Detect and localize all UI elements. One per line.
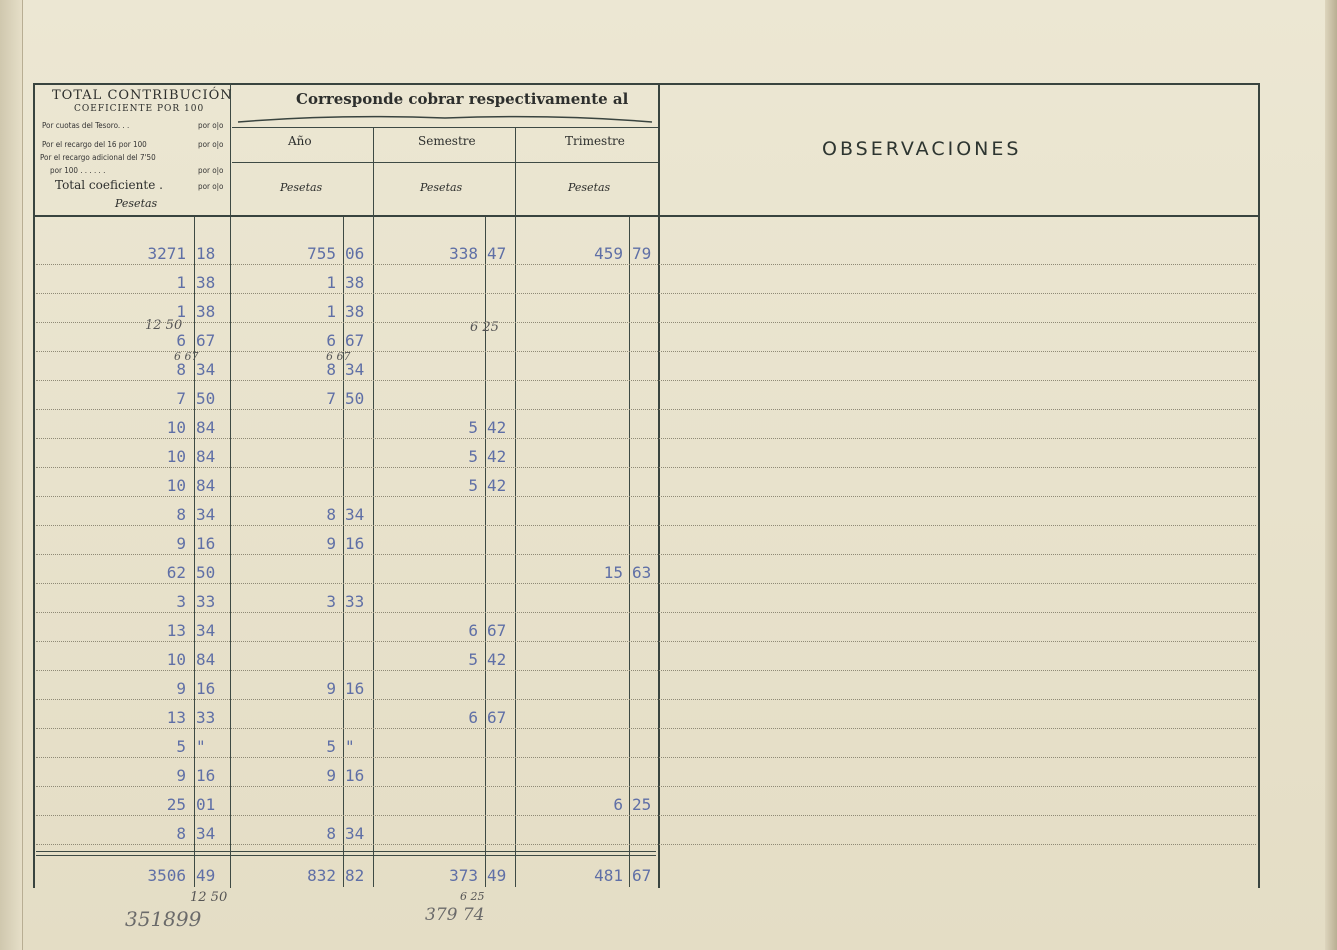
row-sem-cell: 5 — [468, 650, 478, 669]
header-bottom-border — [33, 215, 1260, 217]
row-total-cell: 8 — [176, 824, 186, 843]
handwritten-below-1: 12 50 — [190, 890, 228, 905]
row-sc-cell: 42 — [487, 650, 507, 669]
row-ano-cell: 1 — [326, 302, 336, 321]
row-rule — [36, 293, 1256, 294]
row-total-cell: 3 — [176, 592, 186, 611]
trimestre-label: Trimestre — [565, 134, 625, 148]
row-total-cell: 10 — [166, 476, 186, 495]
row-ano-cell: 9 — [326, 679, 336, 698]
row-rule — [36, 264, 1256, 265]
row-tc-cell: 34 — [196, 360, 216, 379]
row-tc-cell: 84 — [196, 418, 216, 437]
row-rule — [36, 757, 1256, 758]
col-sep-total — [230, 83, 231, 888]
table-top-border — [33, 83, 1260, 85]
row-rule — [36, 844, 1256, 845]
row-rule — [36, 496, 1256, 497]
row-sem-cell: 5 — [468, 418, 478, 437]
row-trc-cell: 79 — [632, 244, 652, 263]
row-total-cell: 10 — [166, 447, 186, 466]
total-contribucion-title: TOTAL CONTRIBUCIÓN — [52, 88, 233, 103]
row-trc-cell: 63 — [632, 563, 652, 582]
row-ac-cell: 50 — [345, 389, 365, 408]
pesetas-label-sem: Pesetas — [420, 181, 463, 194]
row-total-cell: 25 — [166, 795, 186, 814]
row-tc-cell: 16 — [196, 766, 216, 785]
total-sum-cents: 49 — [196, 866, 216, 885]
row-total-cell: 8 — [176, 360, 186, 379]
row-total-cell: 9 — [176, 766, 186, 785]
row-tc-cell: " — [196, 737, 206, 756]
row-total-cell: 6 — [176, 331, 186, 350]
row-total-cell: 5 — [176, 737, 186, 756]
row-tri-cell: 459 — [594, 244, 623, 263]
row-ac-cell: " — [345, 737, 355, 756]
row-rule — [36, 786, 1256, 787]
row-ano-cell: 9 — [326, 766, 336, 785]
row-ac-cell: 38 — [345, 273, 365, 292]
semestre-label: Semestre — [418, 134, 476, 148]
row-ano-cell: 8 — [326, 505, 336, 524]
row-total-cell: 8 — [176, 505, 186, 524]
handwritten-note-1: 12 50 — [145, 318, 183, 333]
row-total-cell: 13 — [166, 708, 186, 727]
row-ac-cell: 06 — [345, 244, 365, 263]
ano-label: Año — [288, 134, 312, 148]
tri-sum-cents: 67 — [632, 866, 652, 885]
por-100-label: por 100 . . . . . . — [50, 166, 106, 175]
pesetas-label-tri: Pesetas — [568, 181, 611, 194]
sem-sum-cents: 49 — [487, 866, 507, 885]
handwritten-below-3: 6 25 — [460, 890, 485, 903]
recargo-16-label: Por el recargo del 16 por 100 — [42, 140, 147, 149]
cuotas-label: Por cuotas del Tesoro. . . — [42, 121, 130, 130]
subheader-line — [232, 127, 658, 128]
row-rule — [36, 699, 1256, 700]
row-tc-cell: 16 — [196, 679, 216, 698]
row-ano-cell: 7 — [326, 389, 336, 408]
row-total-cell: 7 — [176, 389, 186, 408]
row-trc-cell: 25 — [632, 795, 652, 814]
row-tc-cell: 16 — [196, 534, 216, 553]
row-rule — [36, 438, 1256, 439]
row-ano-cell: 6 — [326, 331, 336, 350]
row-total-cell: 3271 — [147, 244, 186, 263]
row-sc-cell: 67 — [487, 708, 507, 727]
row-tc-cell: 01 — [196, 795, 216, 814]
row-rule — [36, 554, 1256, 555]
por-ojo-2: por o|o — [198, 140, 224, 149]
row-ano-cell: 9 — [326, 534, 336, 553]
ano-sum: 832 — [307, 866, 336, 885]
row-rule — [36, 409, 1256, 410]
row-tc-cell: 34 — [196, 824, 216, 843]
row-sc-cell: 42 — [487, 476, 507, 495]
row-rule — [36, 815, 1256, 816]
handwritten-below-4: 379 74 — [425, 905, 485, 925]
row-total-cell: 9 — [176, 679, 186, 698]
observaciones-title: OBSERVACIONES — [822, 138, 1022, 160]
row-tri-cell: 6 — [613, 795, 623, 814]
totals-line — [36, 851, 656, 852]
row-rule — [36, 467, 1256, 468]
row-total-cell: 9 — [176, 534, 186, 553]
handwritten-note-4: 6 67 — [326, 350, 351, 363]
por-ojo-4: por o|o — [198, 182, 224, 191]
row-ano-cell: 755 — [307, 244, 336, 263]
row-ac-cell: 34 — [345, 505, 365, 524]
row-sc-cell: 42 — [487, 447, 507, 466]
row-sc-cell: 42 — [487, 418, 507, 437]
row-sem-cell: 5 — [468, 476, 478, 495]
pesetas-label-total: Pesetas — [115, 197, 158, 210]
row-ac-cell: 67 — [345, 331, 365, 350]
row-tc-cell: 84 — [196, 650, 216, 669]
row-ac-cell: 16 — [345, 679, 365, 698]
por-ojo-3: por o|o — [198, 166, 224, 175]
row-ano-cell: 8 — [326, 824, 336, 843]
row-rule — [36, 583, 1256, 584]
row-ac-cell: 16 — [345, 766, 365, 785]
subheader-line2 — [232, 162, 658, 163]
row-tc-cell: 18 — [196, 244, 216, 263]
table-right-border — [1258, 83, 1260, 888]
row-rule — [36, 728, 1256, 729]
handwritten-note-2: 6 25 — [470, 320, 499, 335]
row-rule — [36, 641, 1256, 642]
row-ac-cell: 33 — [345, 592, 365, 611]
row-total-cell: 1 — [176, 273, 186, 292]
row-ano-cell: 8 — [326, 360, 336, 379]
row-tc-cell: 38 — [196, 302, 216, 321]
corresponde-title: Corresponde cobrar respectivamente al — [296, 90, 629, 108]
ano-sum-cents: 82 — [345, 866, 365, 885]
row-tc-cell: 34 — [196, 621, 216, 640]
total-sum: 3506 — [147, 866, 186, 885]
row-tc-cell: 33 — [196, 708, 216, 727]
row-sc-cell: 47 — [487, 244, 507, 263]
sem-sum: 373 — [449, 866, 478, 885]
row-ac-cell: 34 — [345, 824, 365, 843]
row-sem-cell: 338 — [449, 244, 478, 263]
row-total-cell: 10 — [166, 650, 186, 669]
row-tc-cell: 38 — [196, 273, 216, 292]
col-sep-ano — [373, 127, 374, 887]
row-total-cell: 10 — [166, 418, 186, 437]
row-tc-cell: 84 — [196, 476, 216, 495]
row-ac-cell: 38 — [345, 302, 365, 321]
row-total-cell: 13 — [166, 621, 186, 640]
row-rule — [36, 380, 1256, 381]
recargo-750-label: Por el recargo adicional del 7'50 — [40, 153, 156, 162]
row-ac-cell: 34 — [345, 360, 365, 379]
row-tc-cell: 50 — [196, 389, 216, 408]
por-ojo-1: por o|o — [198, 121, 224, 130]
row-tc-cell: 34 — [196, 505, 216, 524]
row-rule — [36, 525, 1256, 526]
row-ano-cell: 5 — [326, 737, 336, 756]
row-rule — [36, 612, 1256, 613]
total-coeficiente-label: Total coeficiente . — [55, 178, 163, 192]
page-edge — [1325, 0, 1337, 950]
row-total-cell: 1 — [176, 302, 186, 321]
row-ano-cell: 1 — [326, 273, 336, 292]
row-sem-cell: 6 — [468, 708, 478, 727]
binding-edge — [0, 0, 23, 950]
row-ac-cell: 16 — [345, 534, 365, 553]
totals-line2 — [36, 855, 656, 856]
row-tc-cell: 84 — [196, 447, 216, 466]
row-rule — [36, 670, 1256, 671]
row-sc-cell: 67 — [487, 621, 507, 640]
row-ano-cell: 3 — [326, 592, 336, 611]
row-total-cell: 62 — [166, 563, 186, 582]
row-rule — [36, 351, 1256, 352]
pesetas-label-ano: Pesetas — [280, 181, 323, 194]
col-sep-obs — [658, 83, 660, 888]
row-sem-cell: 6 — [468, 621, 478, 640]
col-sep-sem — [515, 127, 516, 887]
row-tc-cell: 33 — [196, 592, 216, 611]
table-left-border — [33, 83, 35, 888]
flourish-ornament — [236, 110, 654, 126]
row-rule — [36, 322, 1256, 323]
tri-sum: 481 — [594, 866, 623, 885]
row-tc-cell: 67 — [196, 331, 216, 350]
handwritten-note-3: 6 67 — [174, 350, 199, 363]
row-tc-cell: 50 — [196, 563, 216, 582]
row-sem-cell: 5 — [468, 447, 478, 466]
coeficiente-label: COEFICIENTE POR 100 — [74, 104, 205, 114]
row-tri-cell: 15 — [603, 563, 623, 582]
handwritten-below-2: 351899 — [125, 907, 202, 931]
